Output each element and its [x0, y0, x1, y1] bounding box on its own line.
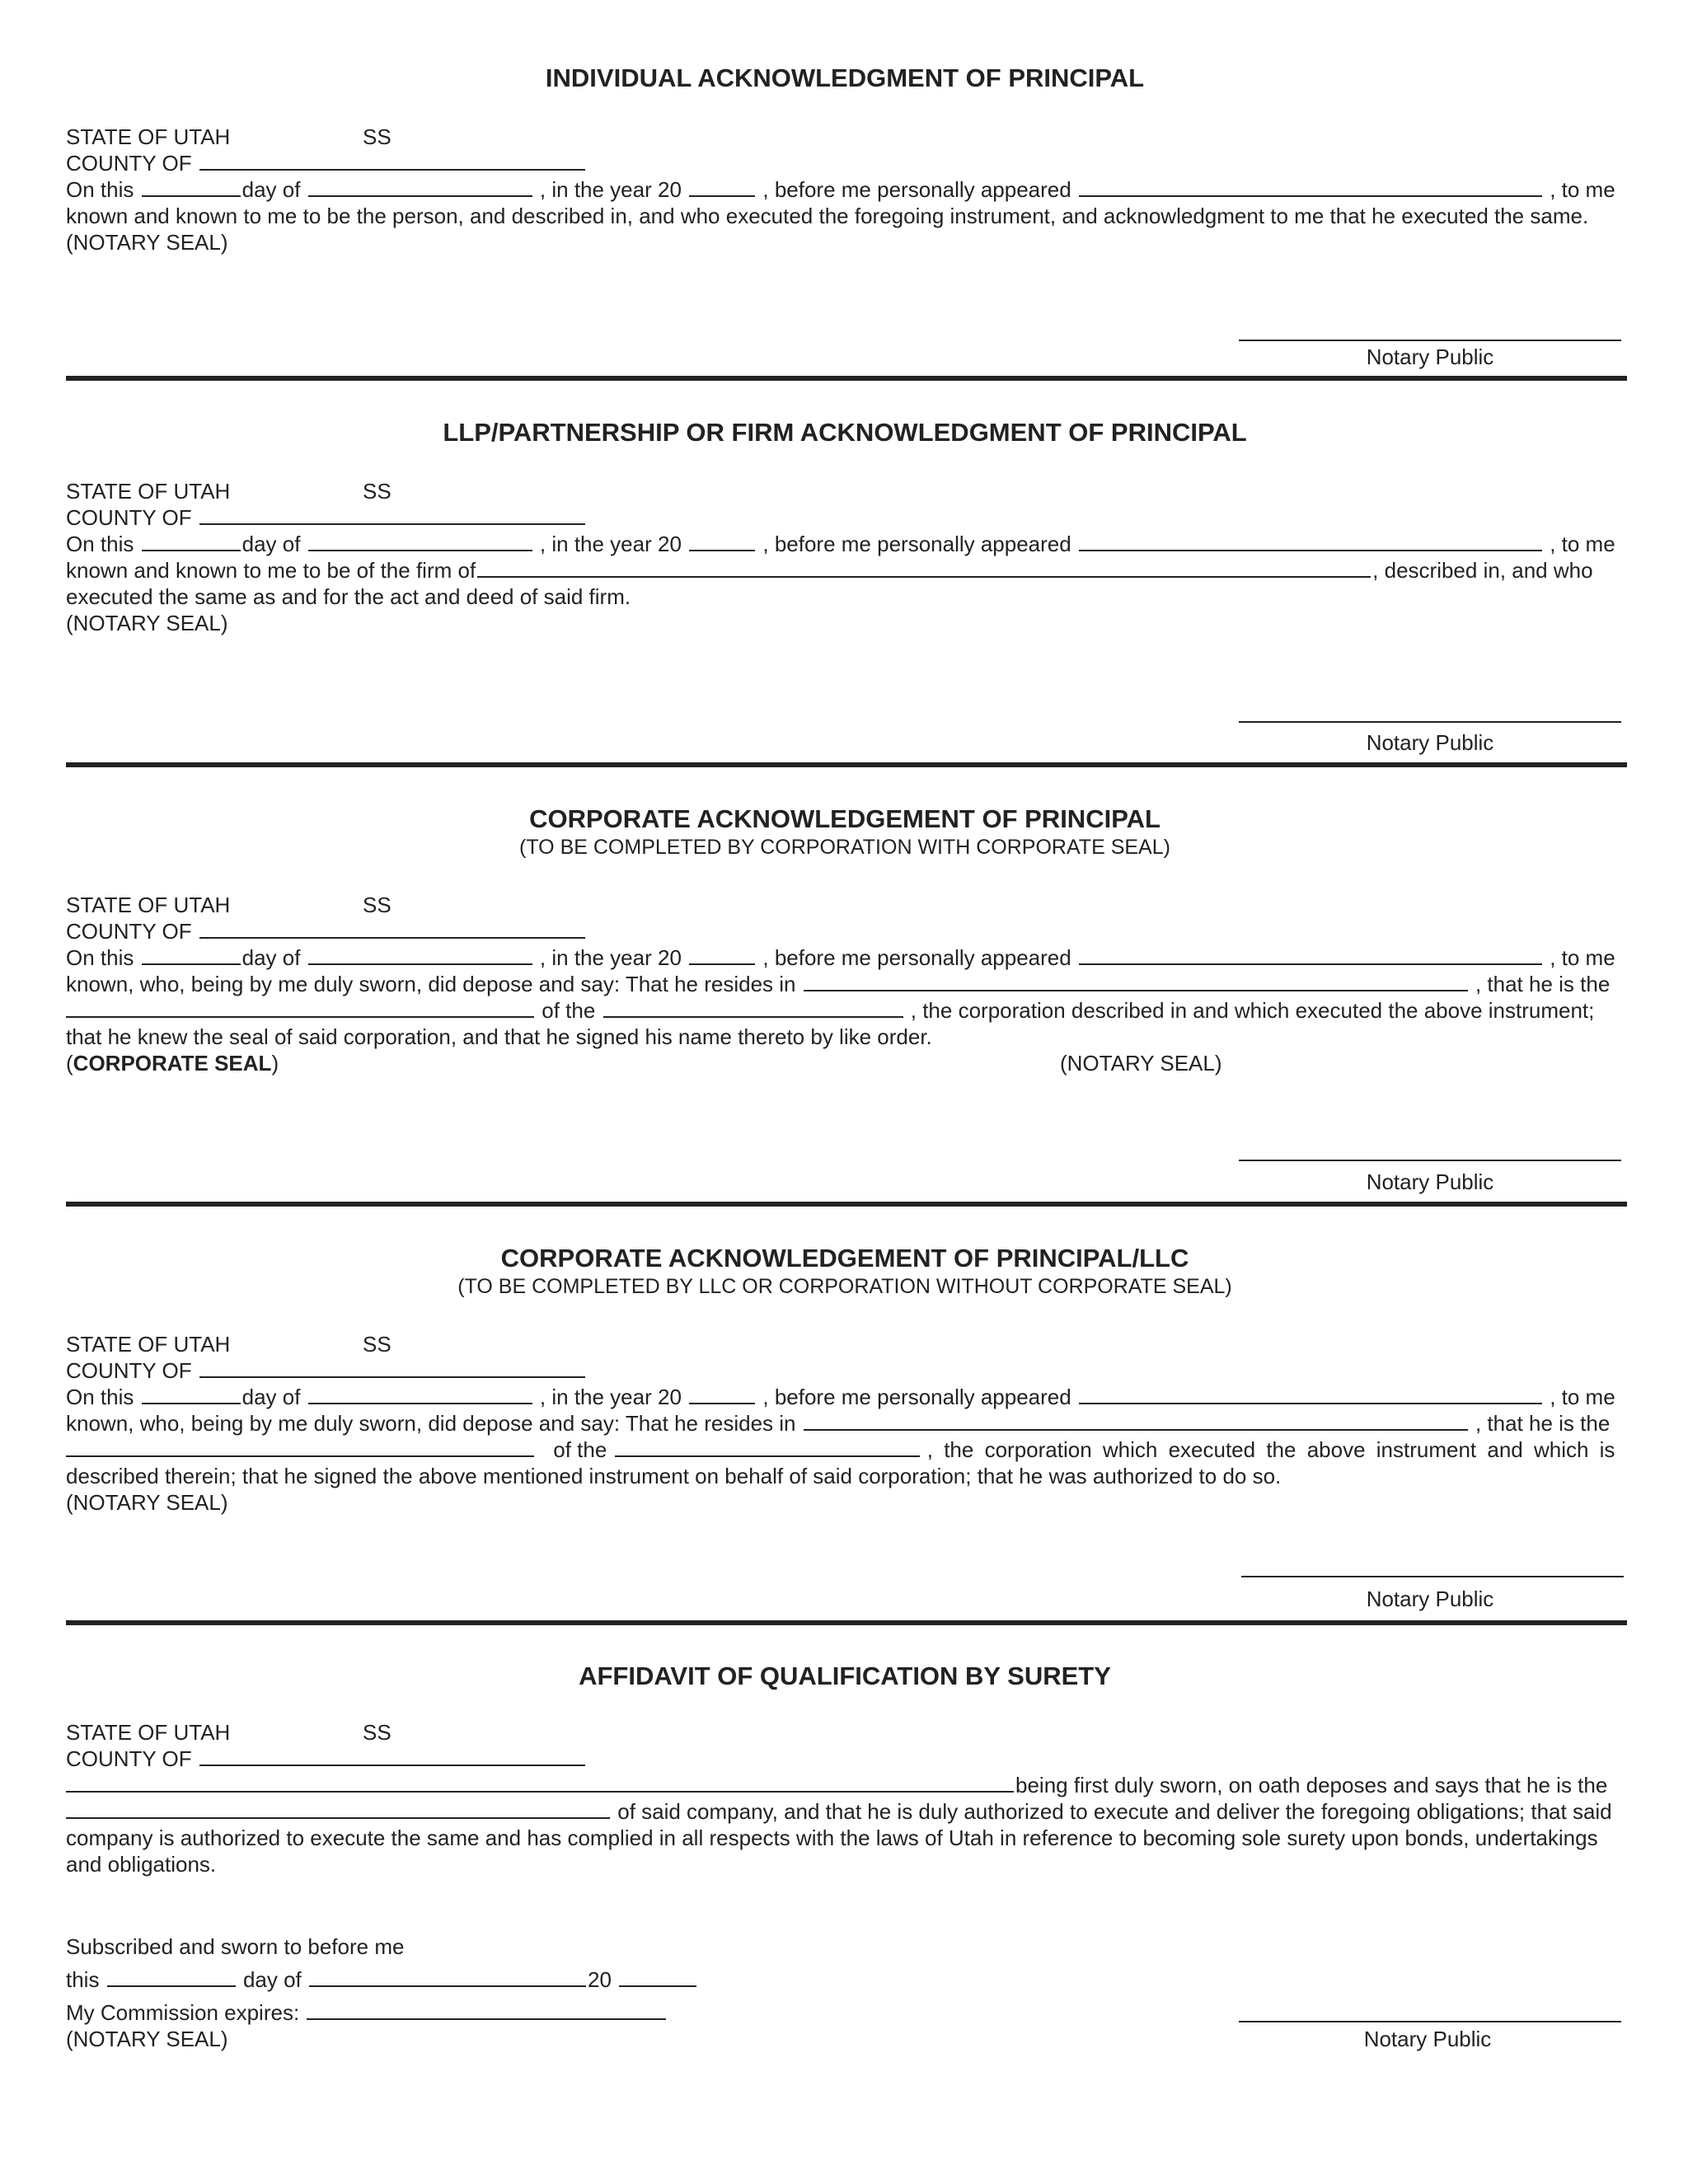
month-field[interactable]: [308, 945, 532, 965]
county-label: COUNTY OF: [66, 1358, 192, 1383]
corporation-name-field[interactable]: [615, 1437, 920, 1457]
notary-signature-line[interactable]: [1239, 2021, 1621, 2022]
notary-signature-line[interactable]: [1239, 340, 1621, 341]
month-field[interactable]: [308, 177, 532, 197]
to-me-label: , to me: [1550, 945, 1615, 970]
notary-public-label: Notary Public: [1366, 1586, 1494, 1611]
day-field[interactable]: [142, 532, 241, 551]
affiant-name-field[interactable]: [66, 1773, 1014, 1793]
twenty-label: 20: [588, 1967, 612, 1992]
firm-line: [66, 558, 1624, 583]
section-title: LLP/PARTNERSHIP OR FIRM ACKNOWLEDGMENT OF PRINCIPAL: [443, 418, 1247, 447]
day-of-label: day of: [241, 1385, 301, 1409]
that-he-is-label: , that he is the: [1475, 1411, 1611, 1436]
section-divider: [66, 1202, 1627, 1207]
statement-text-end: and obligations.: [66, 1852, 217, 1877]
notary-signature-line[interactable]: [1239, 1160, 1621, 1161]
section-divider: [66, 1620, 1627, 1625]
day-of-label: day of: [241, 177, 301, 202]
this-label: this: [66, 1967, 100, 1992]
residence-line: [66, 1411, 1624, 1436]
paren-close: ): [271, 1051, 279, 1076]
capacity-line: [66, 1799, 1624, 1824]
ss-label: SS: [363, 124, 392, 149]
affiant-title-field[interactable]: [66, 1799, 610, 1819]
section-title: AFFIDAVIT OF QUALIFICATION BY SURETY: [579, 1661, 1111, 1690]
state-label: STATE OF UTAH: [66, 1720, 231, 1745]
statement-text: described therein; that he signed the above mentioned instrument on behalf of said corporation; that he was authorized to do so.: [66, 1464, 1282, 1488]
resides-label: known, who, being by me duly sworn, did depose and say: That he resides in: [66, 972, 796, 996]
appearance-line: [66, 532, 1624, 556]
to-me-label: , to me: [1550, 177, 1615, 202]
before-me-label: , before me personally appeared: [762, 177, 1071, 202]
appeared-name-field[interactable]: [1079, 532, 1542, 551]
statement-text: company is authorized to execute the same and has complied in all respects with the laws of Utah in reference to becoming sole surety upon bonds, undertakings: [66, 1825, 1598, 1850]
that-he-is-label: , that he is the: [1475, 972, 1611, 996]
appeared-name-field[interactable]: [1079, 1385, 1542, 1404]
on-this-label: On this: [66, 532, 134, 556]
notary-signature-line[interactable]: [1239, 721, 1621, 723]
year-label: , in the year 20: [539, 945, 682, 970]
appearance-line: [66, 177, 1624, 202]
subscribed-label: Subscribed and sworn to before me: [66, 1934, 405, 1959]
appeared-name-field[interactable]: [1079, 177, 1542, 197]
to-me-label: , to me: [1550, 1385, 1615, 1409]
section-divider: [66, 376, 1627, 381]
county-label: COUNTY OF: [66, 1746, 192, 1771]
corporate-seal-label: [66, 1051, 1624, 1076]
county-field[interactable]: [199, 151, 585, 171]
on-this-label: On this: [66, 1385, 134, 1409]
on-this-label: On this: [66, 945, 134, 970]
county-field[interactable]: [199, 1358, 585, 1378]
commission-expires-field[interactable]: [307, 2000, 666, 2020]
of-the-label: of the: [542, 998, 596, 1023]
statement-text: that he knew the seal of said corporation, and that he signed his name thereto by like order.: [66, 1024, 932, 1049]
month-field[interactable]: [308, 1385, 532, 1404]
before-me-label: , before me personally appeared: [762, 532, 1071, 556]
notary-public-label: Notary Public: [1366, 730, 1494, 755]
title-corporation-line: [66, 1437, 1624, 1462]
day-of-label: day of: [241, 945, 301, 970]
to-me-label: , to me: [1550, 532, 1615, 556]
commission-label: My Commission expires:: [66, 2000, 300, 2025]
county-line: [66, 1358, 1624, 1383]
before-me-label: , before me personally appeared: [762, 1385, 1071, 1409]
year-field[interactable]: [689, 1385, 755, 1404]
ss-label: SS: [363, 479, 392, 504]
state-label: STATE OF UTAH: [66, 124, 231, 149]
state-label: STATE OF UTAH: [66, 1332, 231, 1357]
notary-seal-label: (NOTARY SEAL): [1060, 1051, 1222, 1076]
corporation-described-label: , the corporation which executed the above instrument and which is: [926, 1437, 1615, 1462]
day-field[interactable]: [107, 1967, 236, 1987]
county-line: [66, 1746, 1624, 1771]
county-label: COUNTY OF: [66, 151, 192, 176]
paren-open: (: [66, 1051, 73, 1076]
day-of-label: day of: [242, 1967, 302, 1992]
officer-title-field[interactable]: [66, 998, 534, 1018]
county-field[interactable]: [199, 919, 585, 939]
on-this-label: On this: [66, 177, 134, 202]
subscribed-date-line: [66, 1967, 1624, 1992]
notary-seal-label: (NOTARY SEAL): [66, 230, 228, 255]
section-title: INDIVIDUAL ACKNOWLEDGMENT OF PRINCIPAL: [545, 63, 1145, 92]
month-field[interactable]: [309, 1967, 586, 1987]
ss-label: SS: [363, 893, 392, 917]
day-field[interactable]: [142, 177, 241, 197]
corporation-name-field[interactable]: [603, 998, 903, 1018]
state-label: STATE OF UTAH: [66, 479, 231, 504]
notary-public-label: Notary Public: [1366, 1169, 1494, 1194]
notary-public-label: Notary Public: [1363, 2027, 1492, 2051]
section-subtitle: (TO BE COMPLETED BY LLC OR CORPORATION WITHOUT CORPORATE SEAL): [457, 1275, 1232, 1298]
statement-text: executed the same as and for the act and deed of said firm.: [66, 584, 631, 609]
notary-public-label: Notary Public: [1366, 344, 1494, 369]
affiant-line: [66, 1773, 1624, 1797]
state-label: STATE OF UTAH: [66, 893, 231, 917]
ss-label: SS: [363, 1332, 392, 1357]
ss-label: SS: [363, 1720, 392, 1745]
county-label: COUNTY OF: [66, 505, 192, 530]
appeared-name-field[interactable]: [1079, 945, 1542, 965]
title-corporation-line: [66, 998, 1624, 1023]
section-title: CORPORATE ACKNOWLEDGEMENT OF PRINCIPAL/LLC: [500, 1244, 1189, 1272]
corporation-described-label: , the corporation described in and which executed the above instrument;: [910, 998, 1595, 1023]
corporate-seal-text: CORPORATE SEAL: [73, 1051, 272, 1076]
year-field[interactable]: [689, 532, 755, 551]
county-field[interactable]: [199, 505, 585, 525]
county-line: [66, 151, 1624, 176]
notary-signature-line[interactable]: [1241, 1576, 1624, 1577]
year-field[interactable]: [689, 177, 755, 197]
firm-label: known and known to me to be of the firm of: [66, 558, 476, 583]
section-divider: [66, 762, 1627, 767]
residence-field[interactable]: [804, 1411, 1468, 1431]
appearance-line: [66, 945, 1624, 970]
firm-name-field[interactable]: [477, 558, 1371, 578]
section-subtitle: (TO BE COMPLETED BY CORPORATION WITH CORPORATE SEAL): [519, 836, 1170, 859]
resides-label: known, who, being by me duly sworn, did depose and say: That he resides in: [66, 1411, 796, 1436]
month-field[interactable]: [308, 532, 532, 551]
year-field[interactable]: [619, 1967, 696, 1987]
notary-seal-label: (NOTARY SEAL): [66, 611, 228, 635]
residence-line: [66, 972, 1624, 996]
authorization-label: of said company, and that he is duly authorized to execute and deliver the foregoing obligations; that said: [617, 1799, 1612, 1824]
sworn-label: being first duly sworn, on oath deposes and says that he is the: [1015, 1773, 1608, 1797]
county-label: COUNTY OF: [66, 919, 192, 944]
year-field[interactable]: [689, 945, 755, 965]
county-line: [66, 919, 1624, 944]
officer-title-field[interactable]: [66, 1437, 534, 1457]
county-line: [66, 505, 1624, 530]
year-label: , in the year 20: [539, 532, 682, 556]
described-in-label: , described in, and who: [1372, 558, 1593, 583]
appearance-line: [66, 1385, 1624, 1409]
year-label: , in the year 20: [539, 1385, 682, 1409]
before-me-label: , before me personally appeared: [762, 945, 1071, 970]
section-title: CORPORATE ACKNOWLEDGEMENT OF PRINCIPAL: [529, 804, 1160, 833]
of-the-label: of the: [553, 1437, 607, 1462]
residence-field[interactable]: [804, 972, 1468, 991]
statement-text: known and known to me to be the person, and described in, and who executed the foregoing instrument, and acknowledgment to me that he executed the same.: [66, 204, 1589, 228]
notary-seal-label: (NOTARY SEAL): [66, 2027, 228, 2051]
county-field[interactable]: [199, 1746, 585, 1766]
day-field[interactable]: [142, 1385, 241, 1404]
day-field[interactable]: [142, 945, 241, 965]
notary-seal-label: (NOTARY SEAL): [66, 1490, 228, 1515]
year-label: , in the year 20: [539, 177, 682, 202]
day-of-label: day of: [241, 532, 301, 556]
